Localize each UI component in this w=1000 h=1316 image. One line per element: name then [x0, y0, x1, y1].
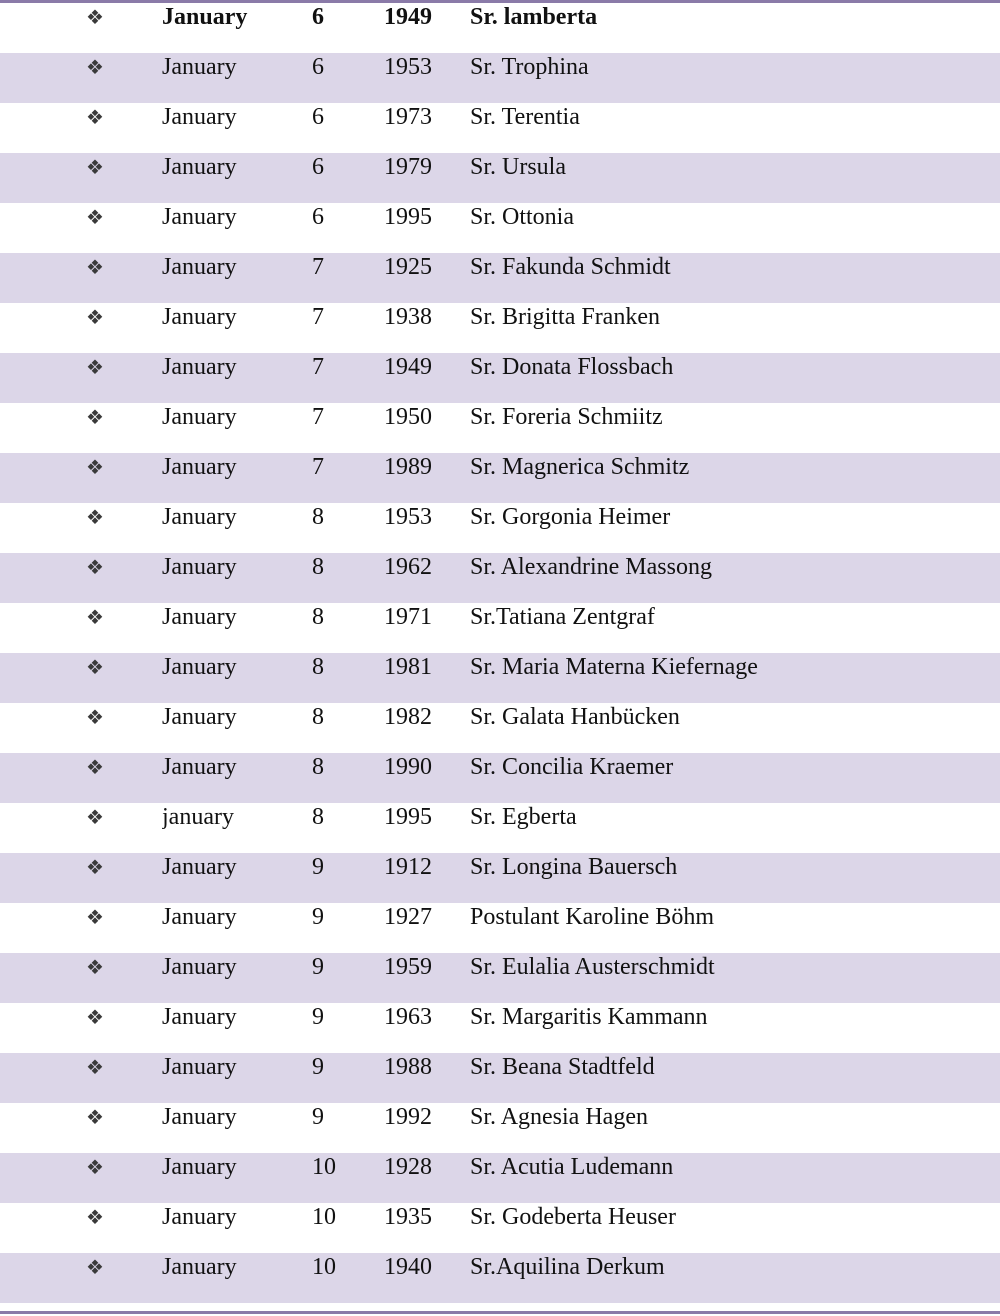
- table-row: [0, 253, 1000, 303]
- month-column: [162, 103, 312, 153]
- month-column: [162, 1253, 312, 1303]
- table-row: [0, 1053, 1000, 1103]
- name-column: [468, 1253, 1000, 1303]
- month-cell: January: [162, 254, 237, 280]
- name-column: [468, 1103, 1000, 1153]
- name-column: [468, 3, 1000, 53]
- year-cell: 1992: [384, 1104, 432, 1130]
- month-column: [162, 1053, 312, 1103]
- year-column: [382, 453, 468, 503]
- day-column: [312, 803, 382, 853]
- year-cell: 1938: [384, 304, 432, 330]
- bullet-icon: ❖: [86, 1105, 104, 1129]
- month-column: [162, 53, 312, 103]
- day-cell: 7: [312, 454, 324, 480]
- year-column: [382, 503, 468, 553]
- year-cell: 1927: [384, 904, 432, 930]
- year-column: [382, 403, 468, 453]
- table-row: [0, 353, 1000, 403]
- month-cell: January: [162, 504, 237, 530]
- day-column: [312, 1003, 382, 1053]
- bullet-icon: ❖: [86, 505, 104, 529]
- month-cell: January: [162, 154, 237, 180]
- name-cell: Sr. Magnerica Schmitz: [470, 454, 690, 480]
- name-cell: Sr. Trophina: [470, 54, 589, 80]
- bullet-column: [0, 553, 162, 603]
- month-column: [162, 753, 312, 803]
- day-column: [312, 753, 382, 803]
- year-column: [382, 353, 468, 403]
- table-row: [0, 453, 1000, 503]
- day-cell: 6: [312, 54, 324, 80]
- day-column: [312, 1203, 382, 1253]
- month-column: [162, 503, 312, 553]
- name-cell: Sr. Foreria Schmiitz: [470, 404, 663, 430]
- table-row: [0, 203, 1000, 253]
- name-column: [468, 153, 1000, 203]
- month-column: [162, 153, 312, 203]
- month-column: [162, 553, 312, 603]
- name-cell: Sr. Beana Stadtfeld: [470, 1054, 655, 1080]
- year-cell: 1995: [384, 804, 432, 830]
- bullet-column: [0, 1203, 162, 1253]
- month-column: [162, 903, 312, 953]
- day-cell: 7: [312, 404, 324, 430]
- year-cell: 1935: [384, 1204, 432, 1230]
- year-cell: 1988: [384, 1054, 432, 1080]
- day-column: [312, 953, 382, 1003]
- month-column: [162, 953, 312, 1003]
- table-row: [0, 1153, 1000, 1203]
- day-column: [312, 603, 382, 653]
- name-cell: Sr. Godeberta Heuser: [470, 1204, 676, 1230]
- year-column: [382, 653, 468, 703]
- month-column: [162, 3, 312, 53]
- year-column: [382, 603, 468, 653]
- name-cell: Sr. Agnesia Hagen: [470, 1104, 648, 1130]
- name-column: [468, 803, 1000, 853]
- bullet-column: [0, 903, 162, 953]
- month-cell: January: [162, 54, 237, 80]
- name-column: [468, 553, 1000, 603]
- name-column: [468, 1003, 1000, 1053]
- day-cell: 8: [312, 554, 324, 580]
- day-column: [312, 253, 382, 303]
- year-cell: 1989: [384, 454, 432, 480]
- bullet-icon: ❖: [86, 205, 104, 229]
- day-column: [312, 1253, 382, 1303]
- month-cell: January: [162, 404, 237, 430]
- bullet-icon: ❖: [86, 905, 104, 929]
- name-column: [468, 203, 1000, 253]
- year-column: [382, 1203, 468, 1253]
- name-cell: Sr. Concilia Kraemer: [470, 754, 674, 780]
- year-column: [382, 953, 468, 1003]
- bullet-icon: ❖: [86, 405, 104, 429]
- year-cell: 1971: [384, 604, 432, 630]
- day-cell: 9: [312, 904, 324, 930]
- bullet-icon: ❖: [86, 155, 104, 179]
- name-column: [468, 1203, 1000, 1253]
- month-column: [162, 1003, 312, 1053]
- table-row: [0, 1253, 1000, 1303]
- day-cell: 8: [312, 604, 324, 630]
- year-column: [382, 903, 468, 953]
- day-column: [312, 303, 382, 353]
- bullet-icon: ❖: [86, 105, 104, 129]
- bullet-icon: ❖: [86, 5, 104, 29]
- day-cell: 10: [312, 1204, 336, 1230]
- month-cell: January: [162, 1004, 237, 1030]
- year-cell: 1949: [384, 354, 432, 380]
- bullet-column: [0, 453, 162, 503]
- month-column: [162, 653, 312, 703]
- name-cell: Sr. Egberta: [470, 804, 577, 830]
- year-cell: 1953: [384, 54, 432, 80]
- bullet-column: [0, 803, 162, 853]
- year-cell: 1950: [384, 404, 432, 430]
- year-column: [382, 53, 468, 103]
- table-row: [0, 303, 1000, 353]
- month-column: [162, 803, 312, 853]
- month-cell: January: [162, 854, 237, 880]
- month-column: [162, 203, 312, 253]
- name-cell: Sr. Ottonia: [470, 204, 575, 230]
- day-cell: 8: [312, 704, 324, 730]
- month-column: [162, 603, 312, 653]
- month-cell: January: [162, 4, 248, 30]
- day-cell: 8: [312, 804, 324, 830]
- name-column: [468, 603, 1000, 653]
- bullet-column: [0, 653, 162, 703]
- table-row: [0, 1103, 1000, 1153]
- year-column: [382, 1053, 468, 1103]
- day-cell: 10: [312, 1254, 336, 1280]
- day-column: [312, 403, 382, 453]
- year-cell: 1990: [384, 754, 432, 780]
- month-column: [162, 853, 312, 903]
- day-column: [312, 653, 382, 703]
- table-row: [0, 903, 1000, 953]
- name-cell: Sr. Eulalia Austerschmidt: [470, 954, 715, 980]
- name-cell: Sr. Brigitta Franken: [470, 304, 660, 330]
- bullet-column: [0, 503, 162, 553]
- day-cell: 9: [312, 1104, 324, 1130]
- month-column: [162, 353, 312, 403]
- month-cell: january: [162, 804, 234, 830]
- table-row: [0, 503, 1000, 553]
- month-cell: January: [162, 704, 237, 730]
- month-cell: January: [162, 554, 237, 580]
- bullet-column: [0, 153, 162, 203]
- name-column: [468, 453, 1000, 503]
- year-column: [382, 853, 468, 903]
- month-cell: January: [162, 654, 237, 680]
- day-cell: 6: [312, 154, 324, 180]
- table-row: [0, 803, 1000, 853]
- day-column: [312, 553, 382, 603]
- year-column: [382, 703, 468, 753]
- bullet-icon: ❖: [86, 805, 104, 829]
- month-cell: January: [162, 1204, 237, 1230]
- day-column: [312, 1153, 382, 1203]
- name-cell: Sr. Gorgonia Heimer: [470, 504, 671, 530]
- bullet-column: [0, 603, 162, 653]
- bullet-column: [0, 353, 162, 403]
- bullet-column: [0, 203, 162, 253]
- day-cell: 8: [312, 754, 324, 780]
- year-column: [382, 803, 468, 853]
- year-cell: 1979: [384, 154, 432, 180]
- bullet-icon: ❖: [86, 455, 104, 479]
- day-cell: 8: [312, 654, 324, 680]
- day-column: [312, 503, 382, 553]
- bullet-column: [0, 103, 162, 153]
- table-row: [0, 1203, 1000, 1253]
- year-column: [382, 153, 468, 203]
- bullet-icon: ❖: [86, 605, 104, 629]
- bullet-icon: ❖: [86, 1205, 104, 1229]
- year-cell: 1953: [384, 504, 432, 530]
- year-column: [382, 1253, 468, 1303]
- day-column: [312, 1053, 382, 1103]
- table-row: [0, 753, 1000, 803]
- month-column: [162, 403, 312, 453]
- table-row: [0, 3, 1000, 53]
- bullet-icon: ❖: [86, 755, 104, 779]
- table-row: [0, 603, 1000, 653]
- month-cell: January: [162, 1154, 237, 1180]
- year-column: [382, 253, 468, 303]
- month-cell: January: [162, 304, 237, 330]
- year-column: [382, 753, 468, 803]
- bullet-column: [0, 1053, 162, 1103]
- bullet-icon: ❖: [86, 55, 104, 79]
- bullet-icon: ❖: [86, 355, 104, 379]
- year-column: [382, 303, 468, 353]
- table-row: [0, 103, 1000, 153]
- name-column: [468, 753, 1000, 803]
- name-column: [468, 403, 1000, 453]
- name-cell: Sr. Acutia Ludemann: [470, 1154, 674, 1180]
- day-cell: 6: [312, 204, 324, 230]
- bullet-column: [0, 1253, 162, 1303]
- bullet-icon: ❖: [86, 255, 104, 279]
- bullet-icon: ❖: [86, 305, 104, 329]
- day-cell: 6: [312, 104, 324, 130]
- day-cell: 7: [312, 354, 324, 380]
- bullet-icon: ❖: [86, 1055, 104, 1079]
- day-column: [312, 153, 382, 203]
- year-cell: 1959: [384, 954, 432, 980]
- name-column: [468, 253, 1000, 303]
- day-cell: 9: [312, 1054, 324, 1080]
- bullet-column: [0, 753, 162, 803]
- month-cell: January: [162, 104, 237, 130]
- name-column: [468, 503, 1000, 553]
- year-cell: 1928: [384, 1154, 432, 1180]
- name-cell: Sr. Ursula: [470, 154, 566, 180]
- name-cell: Sr. Donata Flossbach: [470, 354, 674, 380]
- bullet-icon: ❖: [86, 1005, 104, 1029]
- year-column: [382, 203, 468, 253]
- day-cell: 7: [312, 304, 324, 330]
- bullet-column: [0, 703, 162, 753]
- year-column: [382, 1153, 468, 1203]
- name-cell: Postulant Karoline Böhm: [470, 904, 714, 930]
- month-column: [162, 453, 312, 503]
- month-column: [162, 253, 312, 303]
- table-row: [0, 53, 1000, 103]
- year-cell: 1982: [384, 704, 432, 730]
- bullet-column: [0, 1003, 162, 1053]
- name-column: [468, 703, 1000, 753]
- name-cell: Sr. Galata Hanbücken: [470, 704, 680, 730]
- name-column: [468, 103, 1000, 153]
- day-cell: 9: [312, 1004, 324, 1030]
- name-column: [468, 853, 1000, 903]
- name-column: [468, 303, 1000, 353]
- month-column: [162, 1153, 312, 1203]
- day-column: [312, 353, 382, 403]
- table-body: [0, 3, 1000, 1303]
- year-cell: 1981: [384, 654, 432, 680]
- bullet-icon: ❖: [86, 855, 104, 879]
- year-cell: 1995: [384, 204, 432, 230]
- day-column: [312, 203, 382, 253]
- name-cell: Sr. Fakunda Schmidt: [470, 254, 671, 280]
- name-cell: Sr. Longina Bauersch: [470, 854, 678, 880]
- bullet-icon: ❖: [86, 655, 104, 679]
- bottom-rule: [0, 1311, 1000, 1314]
- day-cell: 10: [312, 1154, 336, 1180]
- day-column: [312, 103, 382, 153]
- year-cell: 1963: [384, 1004, 432, 1030]
- table-row: [0, 653, 1000, 703]
- year-cell: 1962: [384, 554, 432, 580]
- name-column: [468, 53, 1000, 103]
- year-cell: 1940: [384, 1254, 432, 1280]
- month-cell: January: [162, 454, 237, 480]
- day-column: [312, 903, 382, 953]
- bullet-icon: ❖: [86, 1155, 104, 1179]
- name-cell: Sr. Alexandrine Massong: [470, 554, 712, 580]
- month-cell: January: [162, 1254, 237, 1280]
- month-cell: January: [162, 1104, 237, 1130]
- bullet-icon: ❖: [86, 955, 104, 979]
- year-cell: 1912: [384, 854, 432, 880]
- name-cell: Sr. lamberta: [470, 4, 598, 30]
- day-column: [312, 853, 382, 903]
- month-column: [162, 1203, 312, 1253]
- table-row: [0, 403, 1000, 453]
- name-column: [468, 1053, 1000, 1103]
- year-cell: 1925: [384, 254, 432, 280]
- month-cell: January: [162, 604, 237, 630]
- year-cell: 1949: [384, 4, 432, 30]
- year-column: [382, 1103, 468, 1153]
- bullet-column: [0, 303, 162, 353]
- bullet-column: [0, 253, 162, 303]
- bullet-column: [0, 403, 162, 453]
- month-cell: January: [162, 354, 237, 380]
- day-cell: 6: [312, 4, 324, 30]
- year-column: [382, 553, 468, 603]
- name-cell: Sr.Aquilina Derkum: [470, 1254, 665, 1280]
- day-cell: 9: [312, 954, 324, 980]
- year-column: [382, 103, 468, 153]
- name-column: [468, 353, 1000, 403]
- bullet-column: [0, 953, 162, 1003]
- day-cell: 9: [312, 854, 324, 880]
- bullet-column: [0, 1153, 162, 1203]
- month-cell: January: [162, 954, 237, 980]
- month-cell: January: [162, 904, 237, 930]
- day-column: [312, 3, 382, 53]
- year-cell: 1973: [384, 104, 432, 130]
- name-column: [468, 653, 1000, 703]
- table-row: [0, 1003, 1000, 1053]
- name-column: [468, 1153, 1000, 1203]
- month-column: [162, 703, 312, 753]
- bullet-icon: ❖: [86, 1255, 104, 1279]
- month-cell: January: [162, 204, 237, 230]
- year-column: [382, 1003, 468, 1053]
- day-column: [312, 703, 382, 753]
- table-row: [0, 153, 1000, 203]
- name-column: [468, 903, 1000, 953]
- year-column: [382, 3, 468, 53]
- name-cell: Sr.Tatiana Zentgraf: [470, 604, 655, 630]
- day-cell: 8: [312, 504, 324, 530]
- day-cell: 7: [312, 254, 324, 280]
- name-cell: Sr. Terentia: [470, 104, 580, 130]
- bullet-icon: ❖: [86, 705, 104, 729]
- name-cell: Sr. Maria Materna Kiefernage: [470, 654, 758, 680]
- table-row: [0, 703, 1000, 753]
- day-column: [312, 453, 382, 503]
- bullet-column: [0, 853, 162, 903]
- month-column: [162, 303, 312, 353]
- name-column: [468, 953, 1000, 1003]
- table-row: [0, 953, 1000, 1003]
- day-column: [312, 53, 382, 103]
- bullet-column: [0, 3, 162, 53]
- bullet-icon: ❖: [86, 555, 104, 579]
- day-column: [312, 1103, 382, 1153]
- month-column: [162, 1103, 312, 1153]
- month-cell: January: [162, 1054, 237, 1080]
- name-cell: Sr. Margaritis Kammann: [470, 1004, 708, 1030]
- month-cell: January: [162, 754, 237, 780]
- bullet-column: [0, 53, 162, 103]
- table-row: [0, 853, 1000, 903]
- anniversary-table: [0, 3, 1000, 1303]
- bullet-column: [0, 1103, 162, 1153]
- table-row: [0, 553, 1000, 603]
